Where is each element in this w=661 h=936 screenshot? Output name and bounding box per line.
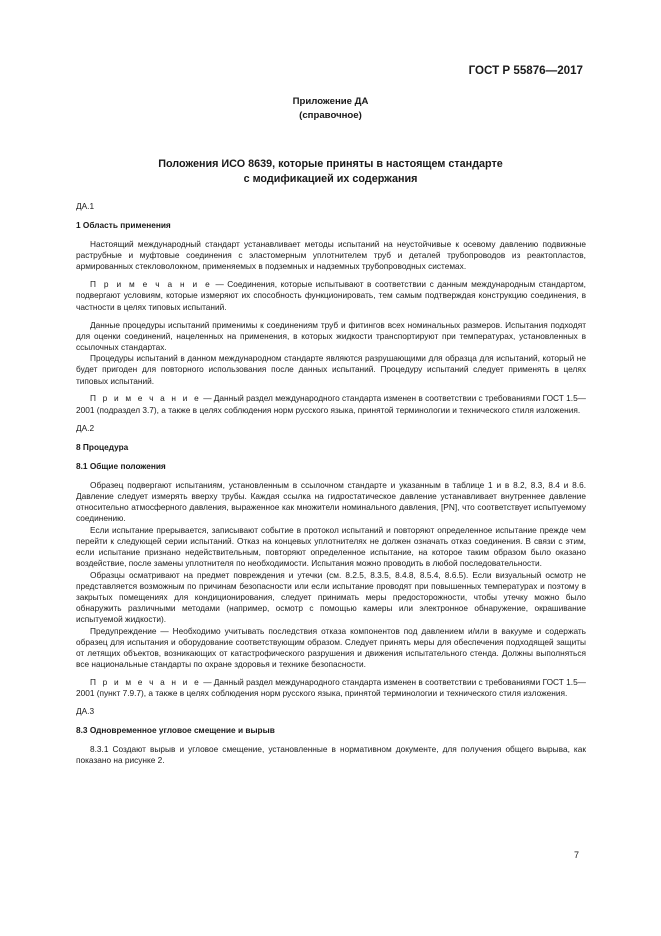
note-2-text: — Данный раздел международного стандарта изменен в соответствии с требованиями ГОСТ 1.5—2001 (подраздел 3.7), а также в целях соблюдения норм русского языка, принятой терминологии и технического стиля изложения. [76, 393, 586, 415]
standard-code: ГОСТ Р 55876—2017 [468, 64, 583, 77]
section-label-da2: ДА.2 [76, 422, 95, 433]
main-title-line-1: Положения ИСО 8639, которые приняты в настоящем стандарте [158, 158, 503, 170]
appendix-title: Приложение ДА [292, 96, 369, 107]
main-title [0, 157, 661, 187]
document-body [76, 201, 586, 773]
note-3 [76, 677, 586, 699]
paragraph-destructive: Процедуры испытаний в данном международном стандарте являются разрушающими для образца для испытаний, который не будет пригоден для повторного использования после данных испытаний. Процедуру испытаний следует применять в целях типовых испытаний. [76, 353, 586, 386]
note-1-text: — Соединения, которые испытывают в соответствии с данным международным стандартом, подвергают условиям, которые измеряют их способность функционировать, тем самым подтверждая конструкцию соединения, в частности в целях типовых испытаний. [76, 279, 586, 312]
section-heading-angular: 8.3 Одновременное угловое смещение и вырыв [76, 725, 275, 735]
note-3-label: П р и м е ч а н и е [90, 676, 201, 687]
paragraph-interrupt: Если испытание прерывается, записывают событие в протокол испытаний и повторяют определенное испытание прежде чем перейти к следующей серии испытаний. Отказ на концевых уплотнителях не должен означать отказ соединения. В связи с этим, если испытание признано недействительным, повторяют определенное испытание, на которое таким образом было оказано воздействие, после замены уплотнителя по необходимости. Испытания можно проводить в любой последовательности. [76, 524, 586, 568]
paragraph-warning: Предупреждение — Необходимо учитывать последствия отказа компонентов под давлением и/или в вакууме и содержать образец для испытания и оборудование соответствующим образом. Следует принять меры для обеспечения подходящей защиты от летящих объектов, возникающих от катастрофического разрушения и движения испытательного стенда. Должны выполняться все национальные стандарты по охране здоровья и технике безопасности. [76, 625, 586, 669]
section-heading-scope: 1 Область применения [76, 220, 171, 231]
note-3-text: — Данный раздел международного стандарта изменен в соответствии с требованиями ГОСТ 1.5—2001 (пункт 7.9.7), а также в целях соблюдения норм русского языка, принятой терминологии и технического стиля изложения. [76, 676, 586, 698]
section-label-da3: ДА.3 [76, 705, 95, 716]
note-2-label: П р и м е ч а н и е [90, 393, 201, 404]
section-heading-general: 8.1 Общие положения [76, 460, 166, 471]
note-1 [76, 279, 586, 312]
note-2 [76, 393, 586, 415]
paragraph-inspection: Образцы осматривают на предмет повреждения и утечки (см. 8.2.5, 8.3.5, 8.4.8, 8.5.4, 8.6.5). Если визуальный осмотр не представляется возможным по причинам безопасности или если испытание проводят при повышенных температурах и поэтому в закрытых помещениях для кондиционирования, следует принимать меры предосторожности, чтобы утечку можно было обнаружить различными методами (например, осмотр с помощью камеры или электронное обнаружение, окрашивание испытуемой жидкости). [76, 569, 586, 624]
page-number: 7 [573, 850, 579, 860]
main-title-line-2: с модификацией их содержания [243, 173, 418, 185]
paragraph-scope: Настоящий международный стандарт устанавливает методы испытаний на неустойчивые к осевому давлению подвижные раструбные и муфтовые соединения с эластомерным уплотнителем труб и деталей трубопроводов из реактопластов, армированных стекловолокном, применяемых в подземных и надземных трубопроводных системах. [76, 239, 586, 272]
note-1-label: П р и м е ч а н и е [90, 279, 212, 290]
section-label-da1: ДА.1 [76, 201, 95, 211]
appendix-subtitle: (справочное) [299, 110, 362, 121]
paragraph-8-3-1: 8.3.1 Создают вырыв и угловое смещение, установленные в нормативном документе, для получения общего вырыва, как показано на рисунке 2. [76, 744, 586, 766]
paragraph-procedures: Данные процедуры испытаний применимы к соединениям труб и фитингов всех номинальных размеров. Испытания подходят для оценки соединений, нацеленных на применения, в которых жидкости транспортируют при температурах, установленных в ссылочных стандартах. [76, 319, 586, 352]
section-heading-procedure: 8 Процедура [76, 441, 129, 452]
paragraph-specimen: Образец подвергают испытаниям, установленным в ссылочном стандарте и указанным в таблице 1 и в 8.2, 8.3, 8.4 и 8.6. Давление следует измерять вверху трубы. Каждая ссылка на гидростатическое давление устанавливает внутреннее давление относительно атмосферного давления, выраженное как множители номинального давления, [PN], что соответствует испытуемому соединению. [76, 479, 586, 524]
